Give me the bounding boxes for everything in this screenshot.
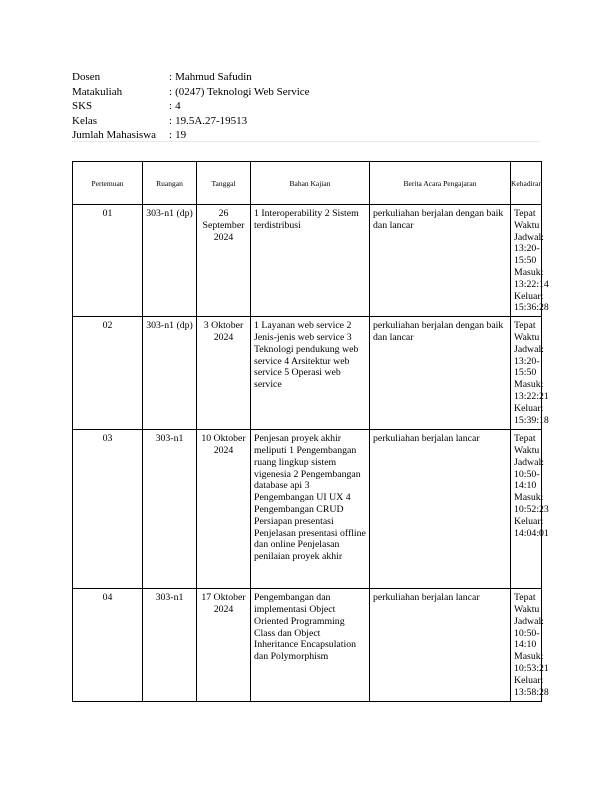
cell-attendance: Tepat Waktu Jadwal: 10:50-14:10 Masuk: 10:53:21 Keluar: 13:58:28 — [511, 589, 542, 702]
info-label: Jumlah Mahasiswa — [72, 129, 157, 142]
info-row-credits — [72, 99, 310, 114]
cell-topic: Pengembangan dan implementasi Object Oriented Programming Class dan Object Inheritance Encapsulation dan Polymorphism — [251, 589, 370, 702]
info-value: 4 — [175, 100, 181, 113]
table-row — [73, 205, 542, 317]
cell-meeting: 01 — [73, 205, 143, 317]
column-header-date: Tanggal — [197, 162, 251, 205]
cell-room: 303-n1 — [143, 430, 197, 589]
cell-attendance: Tepat Waktu Jadwal: 13:20-15:50 Masuk: 13:22:14 Keluar: 15:36:28 — [511, 205, 542, 317]
info-separator: : — [169, 71, 173, 83]
info-row-course — [72, 85, 310, 100]
cell-date: 17 Oktober 2024 — [197, 589, 251, 702]
cell-topic: 1 Interoperability 2 Sistem terdistribusi — [251, 205, 370, 317]
info-label: Matakuliah — [72, 85, 123, 98]
cell-report: perkuliahan berjalan lancar — [370, 589, 511, 702]
info-separator: : — [169, 100, 173, 113]
column-header-room: Ruangan — [143, 162, 197, 205]
column-header-attendance: Kehadiran — [511, 162, 542, 205]
cell-topic: 1 Layanan web service 2 Jenis-jenis web service 3 Teknologi pendukung web service 4 Arsitektur web service 5 Operasi web service — [251, 317, 370, 430]
attendance-table — [72, 161, 549, 702]
cell-topic: Penjesan proyek akhir meliputi 1 Pengembangan ruang lingkup sistem vigenesia 2 Pengembangan database api 3 Pengembangan UI UX 4 Pengembangan CRUD Persiapan presentasi Penjelasan presentasi offline dan online Penjelasan penilaian proyek akhir — [251, 430, 370, 589]
column-header-report: Berita Acara Pengajaran — [370, 162, 511, 205]
info-value: 19 — [175, 129, 187, 142]
info-label: Dosen — [72, 71, 101, 83]
info-label: SKS — [72, 100, 93, 113]
table-header-row — [73, 162, 542, 205]
cell-date: 10 Oktober 2024 — [197, 430, 251, 589]
cell-report: perkuliahan berjalan dengan baik dan lancar — [370, 205, 511, 317]
cell-report: perkuliahan berjalan dengan baik dan lancar — [370, 317, 511, 430]
course-info — [72, 70, 310, 143]
info-value: 19.5A.27-19513 — [175, 114, 248, 127]
info-row-lecturer — [72, 70, 310, 85]
table-row — [73, 430, 542, 589]
info-value: Mahmud Safudin — [175, 71, 252, 83]
info-separator: : — [169, 85, 173, 98]
cell-date: 26 September 2024 — [197, 205, 251, 317]
cell-room: 303-n1 (dp) — [143, 317, 197, 430]
table-row — [73, 589, 542, 702]
cell-report: perkuliahan berjalan lancar — [370, 430, 511, 589]
info-separator: : — [169, 129, 173, 142]
info-separator: : — [169, 114, 173, 127]
column-header-topic: Bahan Kajian — [251, 162, 370, 205]
info-label: Kelas — [72, 114, 98, 127]
info-value: (0247) Teknologi Web Service — [175, 85, 310, 98]
column-header-meeting: Pertemuan — [73, 162, 143, 205]
table-row — [73, 317, 542, 430]
cell-room: 303-n1 — [143, 589, 197, 702]
cell-attendance: Tepat Waktu Jadwal: 10:50-14:10 Masuk: 10:52:23 Keluar: 14:04:01 — [511, 430, 542, 589]
cell-attendance: Tepat Waktu Jadwal: 13:20-15:50 Masuk: 13:22:21 Keluar: 15:39:18 — [511, 317, 542, 430]
info-row-class — [72, 114, 310, 129]
cell-meeting: 02 — [73, 317, 143, 430]
cell-meeting: 04 — [73, 589, 143, 702]
cell-date: 3 Oktober 2024 — [197, 317, 251, 430]
divider — [72, 141, 540, 142]
cell-room: 303-n1 (dp) — [143, 205, 197, 317]
cell-meeting: 03 — [73, 430, 143, 589]
